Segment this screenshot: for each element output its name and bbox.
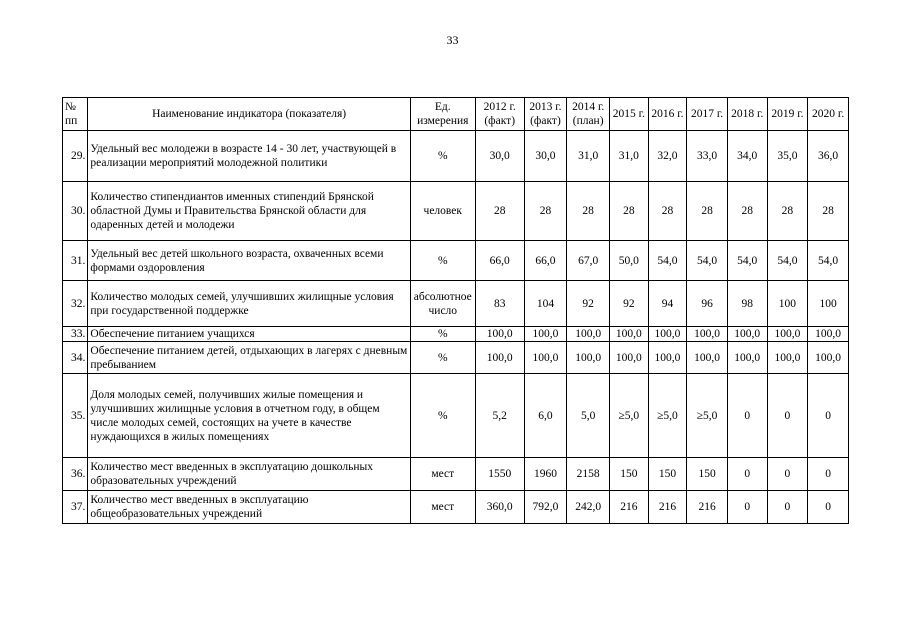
header-2015: 2015 г. bbox=[610, 98, 649, 131]
value-2020: 54,0 bbox=[808, 241, 849, 281]
header-name: Наименование индикатора (показателя) bbox=[88, 98, 410, 131]
value-2015: 31,0 bbox=[610, 131, 649, 182]
value-2012: 30,0 bbox=[475, 131, 524, 182]
indicator-name: Количество мест введенных в эксплуатацию общеобразовательных учреждений bbox=[88, 491, 410, 524]
indicators-table bbox=[62, 97, 849, 524]
value-2017: ≥5,0 bbox=[687, 374, 728, 458]
header-2016: 2016 г. bbox=[648, 98, 687, 131]
value-2017: 54,0 bbox=[687, 241, 728, 281]
value-2015: 92 bbox=[610, 281, 649, 327]
header-2014-line1: 2014 г. bbox=[572, 101, 605, 113]
header-unit-line2: измерения bbox=[417, 115, 469, 127]
indicator-name: Удельный вес молодежи в возрасте 14 - 30 лет, участвующей в реализации мероприятий молодежной политики bbox=[88, 131, 410, 182]
indicator-name: Обеспечение питанием детей, отдыхающих в лагерях с дневным пребыванием bbox=[88, 342, 410, 374]
value-2013: 6,0 bbox=[524, 374, 567, 458]
row-number: 32. bbox=[63, 281, 88, 327]
header-2012-line2: (факт) bbox=[484, 115, 516, 127]
value-2019: 0 bbox=[767, 491, 808, 524]
table-row bbox=[63, 241, 849, 281]
value-2014: 242,0 bbox=[567, 491, 610, 524]
header-2013 bbox=[524, 98, 567, 131]
value-2013: 100,0 bbox=[524, 342, 567, 374]
header-2020: 2020 г. bbox=[808, 98, 849, 131]
header-2018: 2018 г. bbox=[727, 98, 767, 131]
value-2012: 360,0 bbox=[475, 491, 524, 524]
value-2014: 92 bbox=[567, 281, 610, 327]
value-2015: 150 bbox=[610, 458, 649, 491]
value-2012: 66,0 bbox=[475, 241, 524, 281]
value-2014: 2158 bbox=[567, 458, 610, 491]
value-2014: 5,0 bbox=[567, 374, 610, 458]
value-2016: 94 bbox=[648, 281, 687, 327]
value-2019: 100,0 bbox=[767, 342, 808, 374]
table-row bbox=[63, 491, 849, 524]
value-2019: 0 bbox=[767, 458, 808, 491]
value-2015: 216 bbox=[610, 491, 649, 524]
value-2017: 216 bbox=[687, 491, 728, 524]
value-2015: 28 bbox=[610, 182, 649, 241]
value-2016: 216 bbox=[648, 491, 687, 524]
row-number: 37. bbox=[63, 491, 88, 524]
table-row bbox=[63, 182, 849, 241]
value-2019: 54,0 bbox=[767, 241, 808, 281]
header-2012 bbox=[475, 98, 524, 131]
row-number: 33. bbox=[63, 327, 88, 342]
unit-cell: % bbox=[410, 241, 475, 281]
indicator-name: Количество мест введенных в эксплуатацию дошкольных образовательных учреждений bbox=[88, 458, 410, 491]
value-2015: 100,0 bbox=[610, 342, 649, 374]
unit-cell: человек bbox=[410, 182, 475, 241]
header-unit bbox=[410, 98, 475, 131]
header-2017: 2017 г. bbox=[687, 98, 728, 131]
value-2016: 54,0 bbox=[648, 241, 687, 281]
header-2013-line2: (факт) bbox=[530, 115, 561, 127]
value-2018: 100,0 bbox=[727, 342, 767, 374]
value-2017: 28 bbox=[687, 182, 728, 241]
page-number: 33 bbox=[446, 33, 459, 47]
value-2014: 100,0 bbox=[567, 342, 610, 374]
header-unit-line1: Ед. bbox=[434, 101, 451, 113]
value-2018: 100,0 bbox=[727, 327, 767, 342]
value-2016: 150 bbox=[648, 458, 687, 491]
header-num: № пп bbox=[63, 98, 88, 131]
value-2013: 30,0 bbox=[524, 131, 567, 182]
indicator-name: Количество стипендиантов именных стипендий Брянской областной Думы и Правительства Брянской области для одаренных детей и молодежи bbox=[88, 182, 410, 241]
value-2019: 28 bbox=[767, 182, 808, 241]
value-2020: 28 bbox=[808, 182, 849, 241]
value-2018: 98 bbox=[727, 281, 767, 327]
value-2017: 150 bbox=[687, 458, 728, 491]
value-2019: 0 bbox=[767, 374, 808, 458]
value-2020: 0 bbox=[808, 458, 849, 491]
value-2017: 100,0 bbox=[687, 342, 728, 374]
table-row bbox=[63, 131, 849, 182]
value-2013: 100,0 bbox=[524, 327, 567, 342]
value-2015: ≥5,0 bbox=[610, 374, 649, 458]
value-2012: 28 bbox=[475, 182, 524, 241]
value-2020: 36,0 bbox=[808, 131, 849, 182]
value-2012: 100,0 bbox=[475, 327, 524, 342]
value-2014: 28 bbox=[567, 182, 610, 241]
value-2016: 100,0 bbox=[648, 342, 687, 374]
value-2018: 34,0 bbox=[727, 131, 767, 182]
value-2013: 792,0 bbox=[524, 491, 567, 524]
value-2016: 32,0 bbox=[648, 131, 687, 182]
header-2012-line1: 2012 г. bbox=[483, 101, 516, 113]
table-row bbox=[63, 281, 849, 327]
table-row bbox=[63, 342, 849, 374]
value-2012: 83 bbox=[475, 281, 524, 327]
table-row bbox=[63, 374, 849, 458]
value-2019: 100 bbox=[767, 281, 808, 327]
value-2019: 35,0 bbox=[767, 131, 808, 182]
unit-cell: % bbox=[410, 327, 475, 342]
value-2017: 96 bbox=[687, 281, 728, 327]
value-2012: 1550 bbox=[475, 458, 524, 491]
value-2013: 1960 bbox=[524, 458, 567, 491]
row-number: 34. bbox=[63, 342, 88, 374]
row-number: 30. bbox=[63, 182, 88, 241]
indicator-name: Удельный вес детей школьного возраста, охваченных всеми формами оздоровления bbox=[88, 241, 410, 281]
value-2019: 100,0 bbox=[767, 327, 808, 342]
table-row bbox=[63, 327, 849, 342]
value-2020: 100,0 bbox=[808, 342, 849, 374]
unit-cell: мест bbox=[410, 458, 475, 491]
value-2020: 100 bbox=[808, 281, 849, 327]
value-2014: 31,0 bbox=[567, 131, 610, 182]
value-2020: 0 bbox=[808, 491, 849, 524]
value-2018: 0 bbox=[727, 491, 767, 524]
unit-cell: абсолютное число bbox=[410, 281, 475, 327]
value-2016: 100,0 bbox=[648, 327, 687, 342]
value-2020: 100,0 bbox=[808, 327, 849, 342]
value-2015: 50,0 bbox=[610, 241, 649, 281]
value-2012: 5,2 bbox=[475, 374, 524, 458]
value-2018: 28 bbox=[727, 182, 767, 241]
unit-cell: мест bbox=[410, 491, 475, 524]
value-2016: 28 bbox=[648, 182, 687, 241]
value-2017: 100,0 bbox=[687, 327, 728, 342]
value-2014: 100,0 bbox=[567, 327, 610, 342]
header-2013-line1: 2013 г. bbox=[529, 101, 562, 113]
value-2014: 67,0 bbox=[567, 241, 610, 281]
indicator-name: Количество молодых семей, улучшивших жилищные условия при государственной поддержке bbox=[88, 281, 410, 327]
unit-cell: % bbox=[410, 342, 475, 374]
indicator-name: Доля молодых семей, получивших жилые помещения и улучшивших жилищные условия в отчетном году, в общем числе молодых семей, состоящих на учете в качестве нуждающихся в жилых помещениях bbox=[88, 374, 410, 458]
unit-cell: % bbox=[410, 374, 475, 458]
value-2018: 0 bbox=[727, 458, 767, 491]
value-2018: 54,0 bbox=[727, 241, 767, 281]
value-2020: 0 bbox=[808, 374, 849, 458]
row-number: 36. bbox=[63, 458, 88, 491]
row-number: 35. bbox=[63, 374, 88, 458]
value-2016: ≥5,0 bbox=[648, 374, 687, 458]
row-number: 29. bbox=[63, 131, 88, 182]
header-2019: 2019 г. bbox=[767, 98, 808, 131]
table-header-row bbox=[63, 98, 849, 131]
value-2015: 100,0 bbox=[610, 327, 649, 342]
header-2014 bbox=[567, 98, 610, 131]
value-2013: 66,0 bbox=[524, 241, 567, 281]
header-2014-line2: (план) bbox=[572, 115, 604, 127]
unit-cell: % bbox=[410, 131, 475, 182]
value-2018: 0 bbox=[727, 374, 767, 458]
row-number: 31. bbox=[63, 241, 88, 281]
indicator-name: Обеспечение питанием учащихся bbox=[88, 327, 410, 342]
value-2013: 104 bbox=[524, 281, 567, 327]
value-2013: 28 bbox=[524, 182, 567, 241]
value-2017: 33,0 bbox=[687, 131, 728, 182]
value-2012: 100,0 bbox=[475, 342, 524, 374]
table-row bbox=[63, 458, 849, 491]
